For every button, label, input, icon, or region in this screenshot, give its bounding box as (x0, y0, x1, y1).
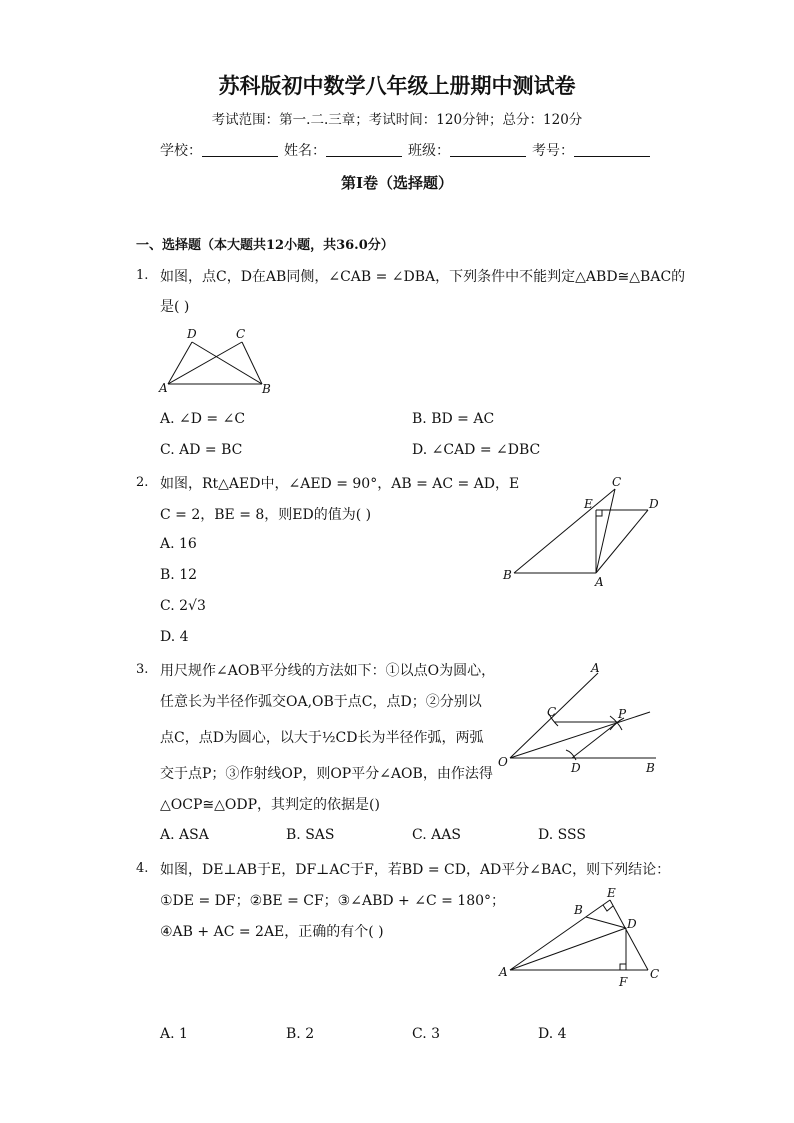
option-a[interactable]: A. 1 (160, 1026, 188, 1042)
volume-heading: 第Ⅰ卷（选择题） (340, 174, 454, 192)
option-b[interactable]: B. BD = AC (412, 411, 495, 427)
option-a[interactable]: A. ASA (160, 827, 209, 843)
option-b[interactable]: B. 12 (160, 567, 198, 583)
option-a[interactable]: A. ∠D = ∠C (160, 411, 246, 427)
option-d[interactable]: D. 4 (160, 629, 189, 645)
school-label: 学校： (160, 143, 202, 159)
figure-line (168, 342, 242, 384)
point-label: C (547, 705, 557, 719)
question-text: 是( ) (160, 299, 190, 315)
figure-line (572, 722, 618, 758)
question-text: 点C，点D为圆心，以大于½CD长为半径作弧，两弧 (160, 730, 484, 746)
school-blank[interactable] (202, 142, 278, 157)
right-angle-mark (596, 510, 602, 516)
figure-q2 (498, 472, 668, 590)
option-a[interactable]: A. 16 (160, 536, 197, 552)
question-text: 如图，Rt△AED中，∠AED = 90°，AB = AC = AD，E (160, 476, 520, 492)
question-text: 交于点P；③作射线OP，则OP平分∠AOB，由作法得 (160, 766, 493, 782)
line-ae (510, 900, 610, 970)
point-label: A (595, 575, 604, 589)
point-label: B (646, 761, 655, 775)
option-b[interactable]: B. SAS (286, 827, 335, 843)
class-label: 班级： (408, 143, 450, 159)
figure-q4 (494, 884, 670, 992)
question-text: △OCP≅△ODP，其判定的依据是() (160, 797, 380, 813)
point-label: F (619, 975, 628, 989)
point-label: A (499, 965, 508, 979)
exam-info: 考试范围：第一.二.三章；考试时间：120分钟；总分：120分 (211, 112, 583, 128)
point-label: D (627, 917, 637, 931)
question-number: 1. (136, 268, 149, 283)
point-label: A (591, 661, 600, 675)
question-text: 任意长为半径作弧交OA,OB于点C，点D；②分别以 (160, 694, 482, 710)
point-label: C (612, 475, 622, 489)
point-label: B (262, 382, 271, 396)
figure-line (514, 489, 615, 573)
point-label: D (649, 497, 659, 511)
option-d[interactable]: D. ∠CAD = ∠DBC (412, 442, 541, 458)
option-d[interactable]: D. 4 (538, 1026, 567, 1042)
question-number: 3. (136, 662, 149, 677)
student-info-row (160, 140, 656, 160)
question-text: 用尺规作∠AOB平分线的方法如下：①以点O为圆心， (160, 663, 496, 679)
point-label: C (650, 967, 660, 981)
option-c[interactable]: C. 3 (412, 1026, 441, 1042)
point-label: E (584, 497, 593, 511)
point-label: O (498, 755, 508, 769)
option-c[interactable]: C. 2√3 (160, 598, 206, 614)
point-label: B (574, 903, 583, 917)
exam-number-blank[interactable] (574, 142, 650, 157)
point-label: D (187, 327, 197, 341)
question-number: 2. (136, 475, 149, 490)
question-text: 如图，点C，D在AB同侧，∠CAB = ∠DBA，下列条件中不能判定△ABD≅△BAC的 (160, 269, 686, 285)
question-text: 如图，DE⊥AB于E，DF⊥AC于F，若BD = CD，AD平分∠BAC，则下列结论： (160, 862, 671, 878)
question-text: C = 2，BE = 8，则ED的值为( ) (160, 507, 372, 523)
point-label: P (618, 707, 627, 721)
option-c[interactable]: C. AD = BC (160, 442, 243, 458)
class-blank[interactable] (450, 142, 526, 157)
option-c[interactable]: C. AAS (412, 827, 461, 843)
figure-q3 (494, 660, 664, 778)
ray-op (510, 712, 650, 758)
point-label: B (503, 568, 512, 582)
right-angle-mark (620, 964, 626, 970)
option-b[interactable]: B. 2 (286, 1026, 315, 1042)
point-label: E (607, 886, 616, 900)
right-angle-mark (603, 905, 613, 911)
point-label: A (159, 381, 168, 395)
option-d[interactable]: D. SSS (538, 827, 586, 843)
name-label: 姓名： (284, 143, 326, 159)
question-text: ①DE = DF；②BE = CF；③∠ABD + ∠C = 180°； (160, 893, 506, 909)
point-label: D (571, 761, 581, 775)
line-ad (510, 928, 626, 970)
question-number: 4. (136, 861, 149, 876)
name-blank[interactable] (326, 142, 402, 157)
line-ec (610, 900, 648, 970)
section-heading: 一、选择题（本大题共12小题，共36.0分） (136, 238, 394, 253)
exam-number-label: 考号： (532, 143, 574, 159)
question-text: ④AB + AC = 2AE，正确的有个( ) (160, 924, 384, 940)
figure-line (596, 489, 615, 573)
figure-line (596, 510, 648, 573)
figure-q1 (156, 326, 276, 396)
point-label: C (236, 327, 246, 341)
page-title: 苏科版初中数学八年级上册期中测试卷 (218, 73, 576, 98)
